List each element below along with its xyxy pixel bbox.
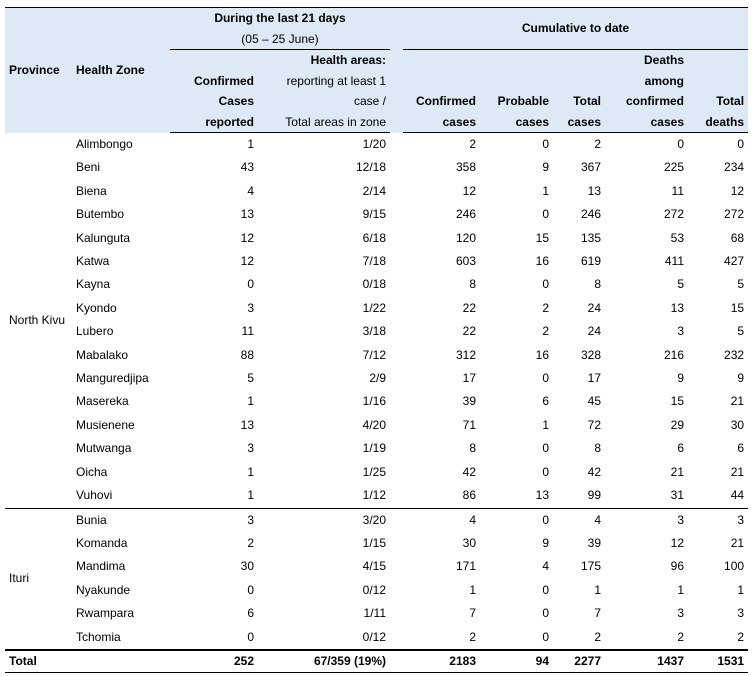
cell-cum-confirmed: 22 <box>462 300 476 315</box>
cell-cum-probable: 16 <box>535 254 549 269</box>
cell-confirmed-recent: 11 <box>241 324 254 339</box>
cell-cum-total: 175 <box>580 559 601 574</box>
table-row <box>5 555 748 578</box>
cell-confirmed-recent: 13 <box>240 207 254 222</box>
header-province: Province <box>5 8 72 133</box>
cell-cum-probable: 16 <box>535 347 549 362</box>
health-zone-name: Manguredjipa <box>76 371 149 386</box>
cell-health-areas: 4/20 <box>362 417 386 432</box>
cell-cum-probable: 6 <box>542 394 549 409</box>
cell-cum-deaths-confirmed: 225 <box>663 160 684 175</box>
header-line: Total <box>716 94 745 108</box>
header-line: Health areas: <box>310 53 386 67</box>
cell-confirmed-recent: 1 <box>247 464 254 479</box>
table-row <box>5 273 748 296</box>
table-row <box>5 508 748 532</box>
table-row <box>5 344 748 367</box>
cell-confirmed-recent: 3 <box>247 300 254 315</box>
health-zone-name: Nyakunde <box>76 582 131 597</box>
cell-cum-confirmed: 1 <box>469 582 476 597</box>
cell-cum-confirmed: 603 <box>455 254 476 269</box>
cell-cum-confirmed: 120 <box>455 230 476 245</box>
table-row <box>5 414 748 437</box>
cell-cum-deaths-confirmed: 31 <box>670 488 684 503</box>
cell-cum-total-deaths: 272 <box>724 207 745 222</box>
cell-cum-total-deaths: 5 <box>737 277 745 292</box>
province-name: North Kivu <box>9 312 66 327</box>
header-confirmed-reported <box>170 50 258 133</box>
cell-health-areas: 1/25 <box>362 464 386 479</box>
cell-cum-deaths-confirmed: 272 <box>663 207 684 222</box>
cell-confirmed-recent: 2 <box>247 535 254 550</box>
cell-cum-total: 4 <box>553 508 605 532</box>
cell-cum-total: 24 <box>587 324 601 339</box>
cell-cum-total-deaths: 21 <box>730 535 745 550</box>
cell-cum-total: 246 <box>580 207 601 222</box>
header-line: Deaths <box>643 53 684 67</box>
cell-cum-confirmed: 2 <box>469 629 476 644</box>
table-row <box>5 484 748 508</box>
cell-cum-probable: 4 <box>542 559 549 574</box>
cell-confirmed-recent: 12 <box>240 254 254 269</box>
total-label: Total <box>5 650 170 673</box>
cell-cum-total-deaths: 3 <box>688 508 748 532</box>
cell-confirmed-recent: 4 <box>247 183 254 198</box>
cell-health-areas: 0/12 <box>362 582 386 597</box>
header-line: among <box>644 73 684 88</box>
header-line: cases <box>650 114 684 129</box>
cell-cum-confirmed: 71 <box>462 417 476 432</box>
table-row <box>5 579 748 602</box>
cell-cum-total: 367 <box>580 160 601 175</box>
health-zone-name: Biena <box>76 183 107 198</box>
cell-health-areas: 0/18 <box>362 277 386 292</box>
cell-cum-deaths-confirmed: 9 <box>677 371 684 386</box>
cell-cum-total: 45 <box>587 394 601 409</box>
health-zone-name: Kyondo <box>76 300 117 315</box>
cell-cum-confirmed: 12 <box>462 183 476 198</box>
cell-cum-probable: 13 <box>535 488 549 503</box>
cell-cum-confirmed: 7 <box>469 606 476 621</box>
cell-health-areas: 1/19 <box>362 441 386 456</box>
cell-cum-total-deaths: 6 <box>737 441 745 456</box>
health-zone-name: Oicha <box>76 464 108 479</box>
cell-cum-total-deaths: 21 <box>730 464 745 479</box>
cell-confirmed-recent: 43 <box>240 160 254 175</box>
table-row <box>5 156 748 179</box>
health-zone-name: Vuhovi <box>76 488 113 503</box>
table-row <box>5 602 748 625</box>
cell-cum-deaths-confirmed: 13 <box>670 300 684 315</box>
cell-cum-total: 13 <box>587 183 601 198</box>
cell-cum-probable: 1 <box>542 417 549 432</box>
cell-cum-probable: 2 <box>542 324 549 339</box>
cell-cum-total: 619 <box>580 254 601 269</box>
cell-cum-deaths-confirmed: 5 <box>677 277 684 292</box>
header-cum-probable <box>480 50 553 133</box>
header-line: reporting at least 1 <box>286 73 386 88</box>
cell-cum-confirmed: 8 <box>469 277 476 292</box>
cell-cum-deaths-confirmed: 21 <box>670 464 684 479</box>
cell-cum-confirmed: 17 <box>462 371 476 386</box>
cell-cum-total: 7 <box>594 606 601 621</box>
header-line: cases <box>567 114 601 129</box>
cell-health-areas: 7/18 <box>362 254 386 269</box>
cell-cum-total: 8 <box>594 441 601 456</box>
cell-health-areas: 0/12 <box>362 629 386 644</box>
cell-cum-total-deaths: 3 <box>737 606 745 621</box>
cell-confirmed-recent: 1 <box>247 488 254 503</box>
header-line: Total <box>573 94 601 108</box>
total-row <box>5 650 748 673</box>
table-row <box>5 320 748 343</box>
health-zone-name: Alimbongo <box>76 136 133 151</box>
cell-cum-probable: 9 <box>542 535 549 550</box>
health-zone-name: Musienene <box>76 417 135 432</box>
cell-cum-total-deaths: 2 <box>737 629 745 644</box>
header-group-recent <box>170 8 390 50</box>
total-health-areas: 67/359 (19%) <box>258 650 390 673</box>
table-row <box>5 180 748 203</box>
cell-cum-deaths-confirmed: 411 <box>664 254 684 269</box>
cell-cum-total-deaths: 21 <box>730 394 745 409</box>
header-health-zone: Health Zone <box>72 8 170 133</box>
cell-cum-total-deaths: 234 <box>724 160 745 175</box>
cell-health-areas: 7/12 <box>362 347 386 362</box>
cell-cum-total: 17 <box>587 371 601 386</box>
health-zone-name: Beni <box>76 160 101 175</box>
cell-cum-total-deaths: 68 <box>730 230 745 245</box>
cell-cum-probable: 1 <box>542 183 549 198</box>
cell-cum-total-deaths: 100 <box>724 559 745 574</box>
cell-cum-deaths-confirmed: 11 <box>671 183 684 198</box>
header-line: reported <box>205 114 254 129</box>
table-row <box>5 250 748 273</box>
cell-cum-confirmed: 4 <box>403 508 480 532</box>
table-row <box>5 227 748 250</box>
cell-health-areas: 3/20 <box>258 508 390 532</box>
cell-cum-total-deaths: 1 <box>737 582 745 597</box>
cell-cum-deaths-confirmed: 1 <box>677 582 684 597</box>
table-row <box>5 133 748 157</box>
cell-cum-probable: 9 <box>542 160 549 175</box>
total-cum-probable: 94 <box>480 650 553 673</box>
cell-confirmed-recent: 0 <box>247 582 254 597</box>
cell-cum-deaths-confirmed: 216 <box>663 347 684 362</box>
header-cum-confirmed <box>403 50 480 133</box>
cell-confirmed-recent: 12 <box>240 230 254 245</box>
cell-cum-probable: 0 <box>542 207 549 222</box>
cell-confirmed-recent: 5 <box>247 371 254 386</box>
cell-cum-total-deaths: 0 <box>737 137 745 151</box>
cell-confirmed-recent: 88 <box>240 347 254 362</box>
cell-cum-deaths-confirmed: 6 <box>677 441 684 456</box>
header-line: Confirmed <box>194 73 254 88</box>
province-name: Ituri <box>5 508 72 650</box>
cell-cum-deaths-confirmed: 3 <box>605 508 688 532</box>
cell-cum-total: 2 <box>594 137 601 151</box>
health-zone-name: Masereka <box>76 394 129 409</box>
cell-cum-probable: 0 <box>542 629 549 644</box>
cell-cum-deaths-confirmed: 96 <box>670 559 684 574</box>
cell-health-areas: 1/15 <box>362 535 386 550</box>
cell-health-areas: 1/22 <box>362 300 386 315</box>
cell-cum-probable: 0 <box>542 277 549 292</box>
header-group-cumulative: Cumulative to date <box>403 8 748 50</box>
header-line: Total areas in zone <box>285 114 386 129</box>
cell-health-areas: 1/20 <box>362 137 386 151</box>
cell-cum-total: 135 <box>580 230 601 245</box>
cell-cum-deaths-confirmed: 2 <box>677 629 684 644</box>
cell-confirmed-recent: 1 <box>247 394 254 409</box>
table-header <box>5 8 748 133</box>
cell-cum-confirmed: 22 <box>462 324 476 339</box>
cell-health-areas: 9/15 <box>362 207 386 222</box>
cell-cum-total: 8 <box>594 277 601 292</box>
health-zone-name: Bunia <box>72 508 170 532</box>
cell-cum-probable: 0 <box>542 464 549 479</box>
cell-cum-total: 328 <box>580 347 601 362</box>
table-row <box>5 390 748 413</box>
cell-cum-total-deaths: 44 <box>730 488 745 503</box>
cell-cum-confirmed: 2 <box>469 137 476 151</box>
cell-confirmed-recent: 0 <box>247 277 254 292</box>
table-row <box>5 532 748 555</box>
table-row <box>5 297 748 320</box>
cell-cum-deaths-confirmed: 15 <box>670 394 684 409</box>
table-body <box>5 133 748 673</box>
table-row <box>5 203 748 226</box>
header-line: Cases <box>218 94 254 108</box>
cell-cum-total-deaths: 5 <box>737 324 745 339</box>
header-line: confirmed <box>625 94 684 108</box>
cell-cum-confirmed: 171 <box>455 559 476 574</box>
header-cum-total <box>553 50 605 133</box>
group-recent-title: During the last 21 days <box>214 11 346 25</box>
header-line: Probable <box>497 94 549 108</box>
cell-cum-total-deaths: 30 <box>730 417 745 432</box>
cell-cum-total-deaths: 232 <box>724 347 745 362</box>
cell-health-areas: 6/18 <box>362 230 386 245</box>
cell-cum-probable: 0 <box>542 371 549 386</box>
cell-cum-probable: 0 <box>542 606 549 621</box>
cell-health-areas: 2/14 <box>362 183 386 198</box>
table-row <box>5 461 748 484</box>
case-summary-table <box>5 7 748 673</box>
header-line: cases <box>515 114 549 129</box>
cell-cum-probable: 0 <box>542 441 549 456</box>
cell-cum-confirmed: 30 <box>462 535 476 550</box>
cell-confirmed-recent: 0 <box>247 629 254 644</box>
health-zone-name: Katwa <box>76 254 110 269</box>
cell-cum-deaths-confirmed: 0 <box>677 137 684 151</box>
cell-cum-confirmed: 8 <box>469 441 476 456</box>
cell-cum-probable: 0 <box>542 582 549 597</box>
cell-cum-total-deaths: 15 <box>730 300 745 315</box>
cell-cum-confirmed: 312 <box>455 347 476 362</box>
cell-confirmed-recent: 30 <box>240 559 254 574</box>
health-zone-name: Mabalako <box>76 347 129 362</box>
header-line: case / <box>353 94 386 108</box>
cell-cum-probable: 15 <box>535 230 549 245</box>
cell-cum-confirmed: 358 <box>455 160 476 175</box>
cell-cum-total-deaths: 427 <box>724 254 745 269</box>
cell-cum-deaths-confirmed: 3 <box>677 324 684 339</box>
cell-cum-probable: 0 <box>480 508 553 532</box>
cell-health-areas: 1/12 <box>362 488 386 503</box>
cell-cum-deaths-confirmed: 53 <box>670 230 684 245</box>
cell-health-areas: 1/11 <box>363 606 386 621</box>
cell-cum-total: 39 <box>587 535 601 550</box>
cell-cum-total-deaths: 9 <box>737 371 745 386</box>
health-zone-name: Butembo <box>76 207 125 222</box>
total-confirmed-recent: 252 <box>170 650 258 673</box>
header-health-areas <box>258 50 390 133</box>
header-line: Confirmed <box>416 94 476 108</box>
health-zone-name: Rwampara <box>76 606 135 621</box>
cell-cum-confirmed: 39 <box>462 394 476 409</box>
cell-cum-total: 99 <box>587 488 601 503</box>
health-zone-name: Lubero <box>76 324 114 339</box>
header-cum-deaths-confirmed <box>605 50 688 133</box>
table-row <box>5 437 748 460</box>
cell-cum-probable: 2 <box>542 300 549 315</box>
total-cum-total-deaths: 1531 <box>688 650 748 673</box>
total-cum-total: 2277 <box>553 650 605 673</box>
cell-cum-total: 1 <box>594 582 601 597</box>
health-zone-name: Kalunguta <box>76 230 131 245</box>
cell-cum-confirmed: 246 <box>455 207 476 222</box>
cell-cum-confirmed: 42 <box>462 464 476 479</box>
health-zone-name: Tchomia <box>76 629 121 644</box>
health-zone-name: Mandima <box>76 559 126 574</box>
cell-health-areas: 4/15 <box>362 559 386 574</box>
cell-cum-confirmed: 86 <box>462 488 476 503</box>
header-line: deaths <box>705 114 745 129</box>
cell-cum-total-deaths: 12 <box>730 183 745 198</box>
header-line: cases <box>442 114 476 129</box>
header-cum-total-deaths <box>688 50 748 133</box>
table-row <box>5 367 748 390</box>
total-cum-confirmed: 2183 <box>403 650 480 673</box>
cell-confirmed-recent: 13 <box>240 417 254 432</box>
cell-confirmed-recent: 3 <box>247 441 254 456</box>
cell-health-areas: 2/9 <box>369 371 386 386</box>
cell-cum-total: 24 <box>587 300 601 315</box>
health-zone-name: Kayna <box>76 277 111 292</box>
cell-confirmed-recent: 3 <box>170 508 258 532</box>
cell-confirmed-recent: 1 <box>247 137 254 151</box>
health-zone-name: Komanda <box>76 535 128 550</box>
cell-health-areas: 1/16 <box>362 394 386 409</box>
cell-cum-deaths-confirmed: 3 <box>677 606 684 621</box>
cell-cum-deaths-confirmed: 29 <box>670 417 684 432</box>
health-zone-name: Mutwanga <box>76 441 132 456</box>
cell-confirmed-recent: 6 <box>247 606 254 621</box>
cell-health-areas: 3/18 <box>362 324 386 339</box>
cell-cum-probable: 0 <box>542 137 549 151</box>
table-row <box>5 626 748 650</box>
cell-cum-deaths-confirmed: 12 <box>670 535 684 550</box>
cell-cum-total: 42 <box>587 464 601 479</box>
group-recent-dates: (05 – 25 June) <box>241 31 319 46</box>
cell-cum-total: 2 <box>594 629 601 644</box>
cell-cum-total: 72 <box>587 417 601 432</box>
cell-health-areas: 12/18 <box>355 160 386 175</box>
total-cum-deaths-confirmed: 1437 <box>605 650 688 673</box>
